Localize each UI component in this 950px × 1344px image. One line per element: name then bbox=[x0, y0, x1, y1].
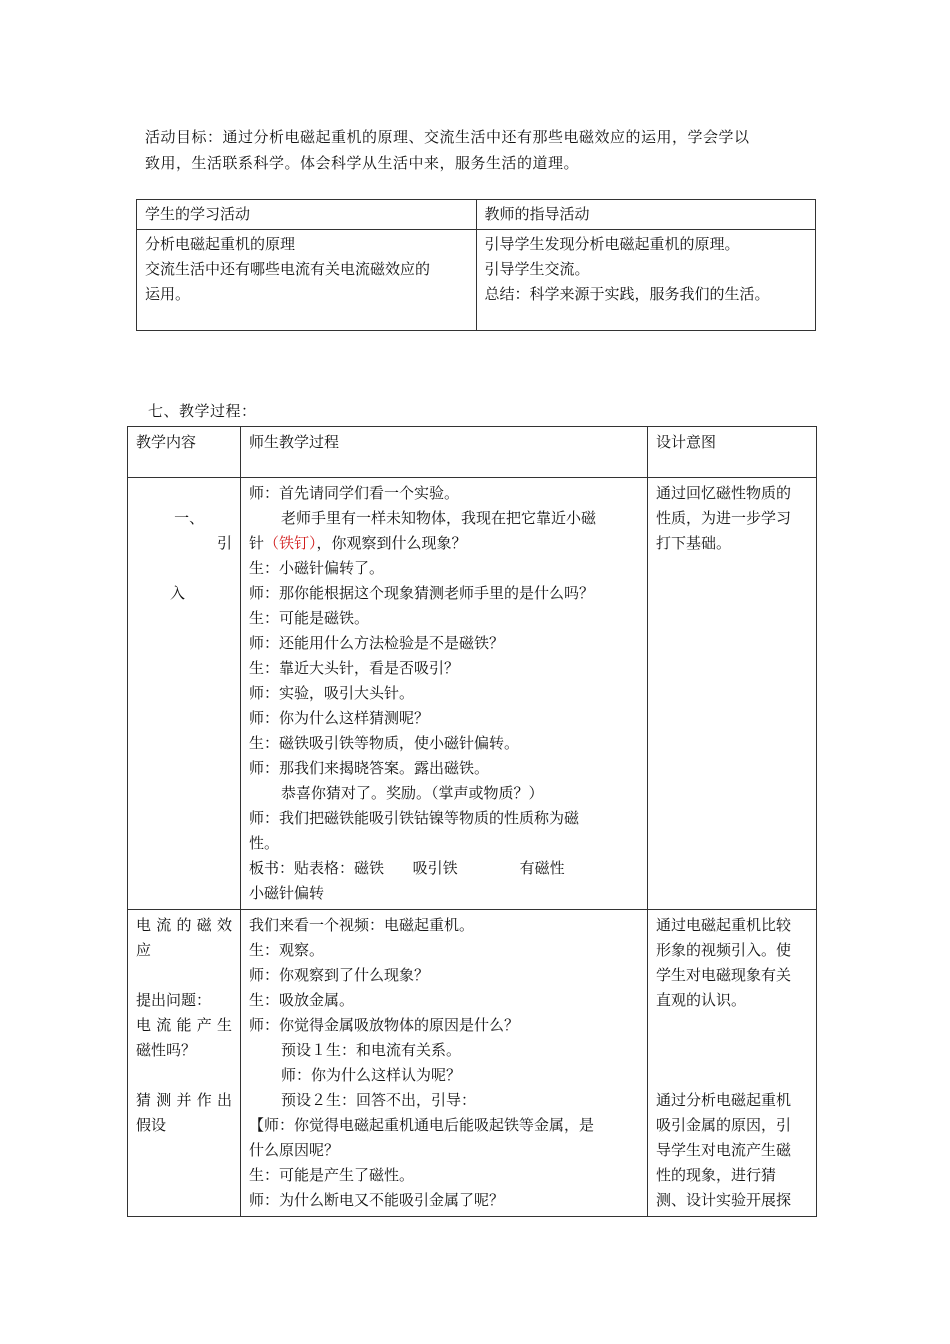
process-line: 预设２生：回答不出，引导： bbox=[281, 1091, 477, 1109]
intent-line: 直观的认识。 bbox=[656, 991, 747, 1009]
header-process: 师生教学过程 bbox=[241, 427, 648, 478]
intent-line: 通过分析电磁起重机 bbox=[656, 1091, 792, 1109]
process-line: 师：首先请同学们看一个实验。 bbox=[249, 484, 460, 502]
intent-line: 打下基础。 bbox=[656, 534, 732, 552]
row2-process bbox=[241, 910, 648, 1217]
content-line: 磁性吗？ bbox=[136, 1041, 197, 1059]
process-line: 师：为什么断电又不能吸引金属了呢？ bbox=[249, 1191, 505, 1209]
highlight-iron-nail: （铁钉） bbox=[264, 534, 317, 552]
process-line: 老师手里有一样未知物体，我现在把它靠近小磁 bbox=[281, 509, 597, 527]
activity-table bbox=[136, 199, 816, 331]
row2-content bbox=[128, 910, 241, 1217]
activity-goal bbox=[145, 124, 815, 176]
teacher-line: 引导学生发现分析电磁起重机的原理。 bbox=[484, 235, 740, 253]
process-text: ，你观察到什么现象？ bbox=[316, 534, 467, 552]
content-line: 假设 bbox=[136, 1116, 167, 1134]
content-line: 提出问题： bbox=[136, 991, 212, 1009]
header-content: 教学内容 bbox=[128, 427, 241, 478]
process-line: 小磁针偏转 bbox=[249, 884, 325, 902]
intent-line: 导学生对电流产生磁 bbox=[656, 1141, 792, 1159]
content-line: 电流的磁效 bbox=[136, 916, 232, 934]
process-line: 【师：你觉得电磁起重机通电后能吸起铁等金属，是 bbox=[249, 1116, 595, 1134]
process-line: 什么原因呢？ bbox=[249, 1141, 340, 1159]
row2-intent bbox=[648, 910, 817, 1217]
process-line: 性。 bbox=[249, 834, 280, 852]
process-line bbox=[249, 531, 639, 556]
process-line: 师：你觉得金属吸放物体的原因是什么？ bbox=[249, 1016, 520, 1034]
process-line: 生：小磁针偏转了。 bbox=[249, 559, 385, 577]
row1-intent bbox=[648, 478, 817, 910]
process-line: 生：吸放金属。 bbox=[249, 991, 355, 1009]
activity-goal-line-1: 活动目标：通过分析电磁起重机的原理、交流生活中还有那些电磁效应的运用，学会学以 bbox=[145, 128, 750, 146]
process-text: 针 bbox=[249, 534, 265, 552]
intent-line: 形象的视频引入。使 bbox=[656, 941, 792, 959]
student-line: 交流生活中还有哪些电流有关电流磁效应的 bbox=[145, 260, 431, 278]
header-teacher-activity: 教师的指导活动 bbox=[476, 200, 816, 230]
row1-content bbox=[128, 478, 241, 910]
row1-content-word-1: 引 bbox=[216, 534, 232, 552]
intent-line: 性的现象，进行猜 bbox=[656, 1166, 777, 1184]
intent-line: 通过回忆磁性物质的 bbox=[656, 484, 792, 502]
process-line: 师：我们把磁铁能吸引铁钴镍等物质的性质称为磁 bbox=[249, 809, 580, 827]
section-title: 七、教学过程： bbox=[148, 402, 257, 420]
content-line: 电流能产生 bbox=[136, 1016, 232, 1034]
process-line: 师：你为什么这样认为呢？ bbox=[281, 1066, 462, 1084]
process-line: 生：可能是产生了磁性。 bbox=[249, 1166, 415, 1184]
process-line: 生：靠近大头针，看是否吸引？ bbox=[249, 659, 460, 677]
process-line: 师：实验，吸引大头针。 bbox=[249, 684, 415, 702]
process-line: 生：可能是磁铁。 bbox=[249, 609, 370, 627]
process-line: 师：还能用什么方法检验是不是磁铁？ bbox=[249, 634, 505, 652]
intent-line: 吸引金属的原因，引 bbox=[656, 1116, 792, 1134]
process-line: 板书：贴表格：磁铁 吸引铁 有磁性 bbox=[249, 859, 565, 877]
process-line: 师：那我们来揭晓答案。露出磁铁。 bbox=[249, 759, 490, 777]
teacher-line: 总结：科学来源于实践，服务我们的生活。 bbox=[484, 285, 770, 303]
student-line: 运用。 bbox=[145, 285, 191, 303]
process-line: 师：你观察到了什么现象？ bbox=[249, 966, 430, 984]
header-intent: 设计意图 bbox=[648, 427, 817, 478]
teacher-activity-cell bbox=[476, 230, 816, 331]
row1-content-number: 一、 bbox=[174, 509, 205, 527]
process-line: 恭喜你猜对了。奖励。（掌声或物质？） bbox=[281, 784, 544, 802]
process-line: 生：磁铁吸引铁等物质，使小磁针偏转。 bbox=[249, 734, 520, 752]
content-line: 猜测并作出 bbox=[136, 1091, 232, 1109]
content-line: 应 bbox=[136, 941, 152, 959]
student-activity-cell bbox=[137, 230, 477, 331]
row1-process bbox=[241, 478, 648, 910]
process-table bbox=[127, 426, 817, 1217]
teacher-line: 引导学生交流。 bbox=[484, 260, 590, 278]
intent-line: 通过电磁起重机比较 bbox=[656, 916, 792, 934]
header-student-activity: 学生的学习活动 bbox=[137, 200, 477, 230]
intent-line: 学生对电磁现象有关 bbox=[656, 966, 792, 984]
student-line: 分析电磁起重机的原理 bbox=[145, 235, 296, 253]
row1-content-word-2: 入 bbox=[170, 584, 186, 602]
process-line: 生：观察。 bbox=[249, 941, 325, 959]
intent-line: 测、设计实验开展探 bbox=[656, 1191, 792, 1209]
process-line: 师：那你能根据这个现象猜测老师手里的是什么吗？ bbox=[249, 584, 595, 602]
activity-goal-line-2: 致用，生活联系科学。体会科学从生活中来，服务生活的道理。 bbox=[145, 154, 580, 172]
process-line: 预设１生：和电流有关系。 bbox=[281, 1041, 462, 1059]
process-line: 我们来看一个视频：电磁起重机。 bbox=[249, 916, 475, 934]
intent-line: 性质，为进一步学习 bbox=[656, 509, 792, 527]
process-line: 师：你为什么这样猜测呢？ bbox=[249, 709, 430, 727]
